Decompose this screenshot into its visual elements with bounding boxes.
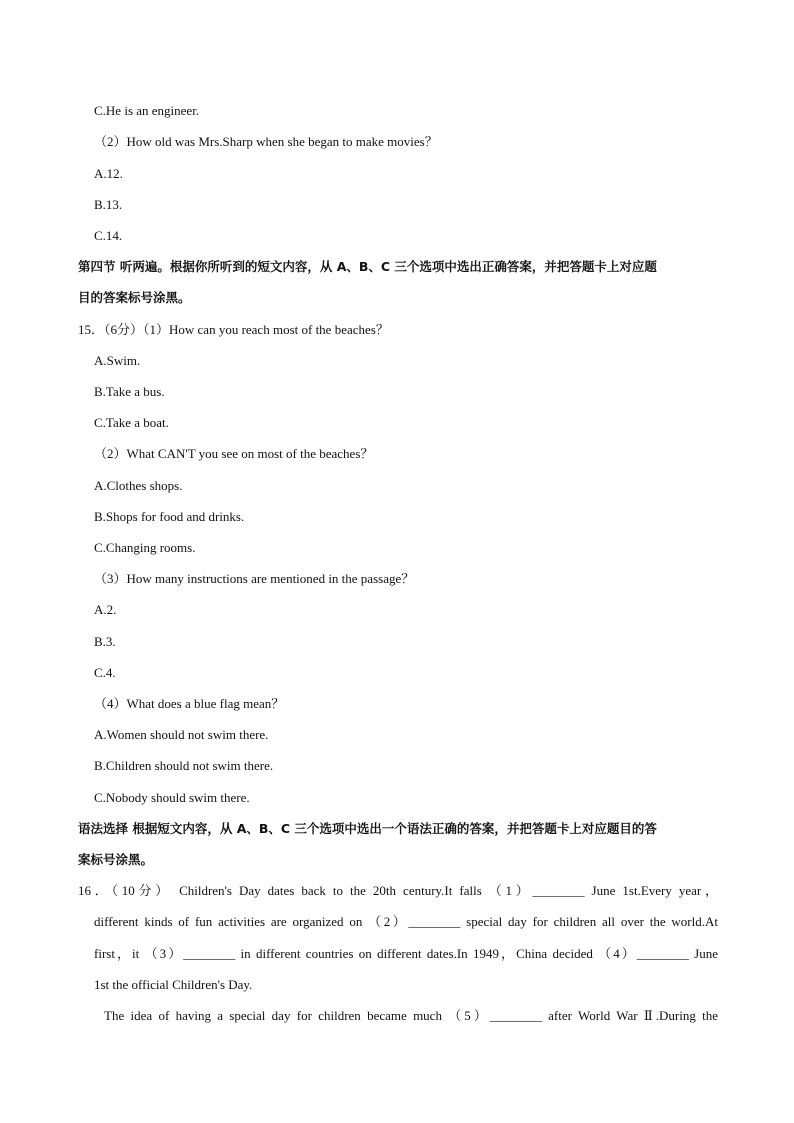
option-a: A.Clothes shops. <box>94 478 183 493</box>
passage-line-1: 16．（10分） Children's Day dates back to the 20th century.It falls （1）________ June 1st.Every year， <box>78 883 718 898</box>
section-4-heading-line-2: 目的答案标号涂黑。 <box>78 290 191 305</box>
question-15-4: （4）What does a blue flag mean？ <box>94 696 285 711</box>
option-b: B.Children should not swim there. <box>94 758 274 773</box>
question-15-1: 15．（6分）（1）How can you reach most of the beaches？ <box>78 322 389 337</box>
option-b: B.13. <box>94 197 123 212</box>
option-c: C.14. <box>94 228 123 243</box>
option-a: A.12. <box>94 166 123 181</box>
option-c: C.4. <box>94 665 116 680</box>
passage-line-3: first，it （3）________ in different countries on different dates.In 1949，China decided （4）________ June <box>94 946 718 961</box>
option-a: A.Women should not swim there. <box>94 727 269 742</box>
option-c-engineer: C.He is an engineer. <box>94 103 200 118</box>
question-15-2: （2）What CAN'T you see on most of the beaches？ <box>94 446 374 461</box>
option-b: B.Shops for food and drinks. <box>94 509 245 524</box>
question-14-2: （2）How old was Mrs.Sharp when she began to make movies？ <box>94 134 438 149</box>
passage-line-2: different kinds of fun activities are organized on （2）________ special day for children all over the world.At <box>94 914 718 929</box>
option-c: C.Take a boat. <box>94 415 169 430</box>
option-c: C.Nobody should swim there. <box>94 790 250 805</box>
option-a: A.2. <box>94 602 117 617</box>
section-4-heading-line-1: 第四节 听两遍。根据你所听到的短文内容，从 A、B、C 三个选项中选出正确答案，并把答题卡上对应题 <box>78 259 657 274</box>
option-a: A.Swim. <box>94 353 141 368</box>
question-15-3: （3）How many instructions are mentioned in the passage？ <box>94 571 415 586</box>
passage-line-5: The idea of having a special day for children became much （5）________ after World War Ⅱ.During the <box>104 1008 718 1023</box>
option-b: B.3. <box>94 634 116 649</box>
grammar-heading-line-2: 案标号涂黑。 <box>78 852 154 867</box>
grammar-heading-line-1: 语法选择 根据短文内容，从 A、B、C 三个选项中选出一个语法正确的答案，并把答题卡上对应题目的答 <box>78 821 657 836</box>
passage-line-4: 1st the official Children's Day. <box>94 977 253 992</box>
option-b: B.Take a bus. <box>94 384 165 399</box>
option-c: C.Changing rooms. <box>94 540 196 555</box>
